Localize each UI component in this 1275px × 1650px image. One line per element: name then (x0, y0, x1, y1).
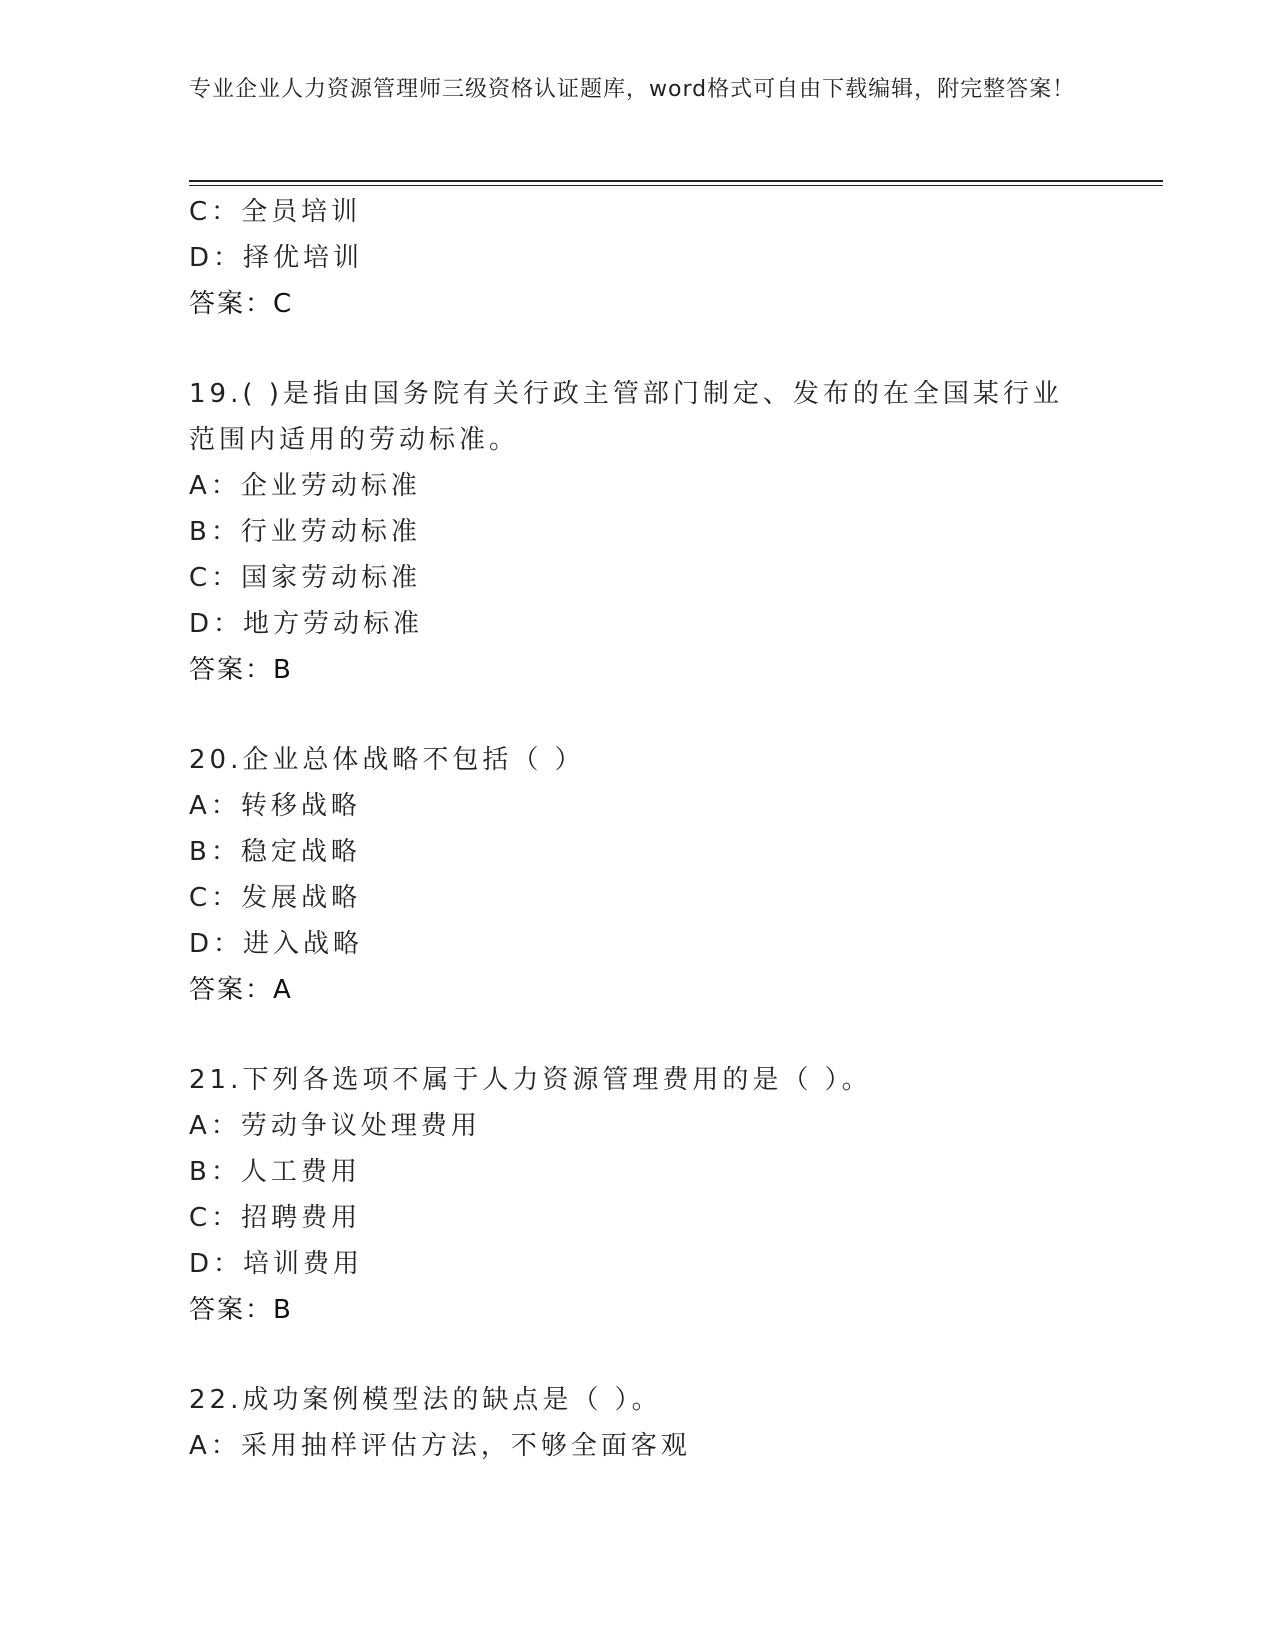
option-letter: D (189, 609, 214, 639)
option-text: 行业劳动标准 (240, 517, 421, 547)
option-text: 稳定战略 (240, 837, 361, 867)
option-letter: A (189, 791, 211, 821)
option-letter: D (189, 1249, 214, 1279)
question-content (189, 189, 1149, 1469)
answer-line: 答案：A (189, 975, 293, 1005)
option-line: D：培训费用 (189, 1249, 364, 1279)
option-text: 转移战略 (240, 791, 361, 821)
option-letter: A (189, 1431, 211, 1461)
option-text: 企业劳动标准 (240, 471, 421, 501)
option-line: C：全员培训 (189, 197, 362, 227)
option-letter: B (189, 1157, 211, 1187)
option-text: 采用抽样评估方法，不够全面客观 (240, 1431, 691, 1461)
option-letter: C (189, 1203, 212, 1233)
option-text: 劳动争议处理费用 (240, 1111, 481, 1141)
option-letter: D (189, 929, 214, 959)
option-line: D：地方劳动标准 (189, 609, 424, 639)
option-line: A：采用抽样评估方法，不够全面客观 (189, 1431, 691, 1461)
option-text: 地方劳动标准 (243, 609, 424, 639)
option-text: 国家劳动标准 (241, 563, 422, 593)
question-text: 21.下列各选项不属于人力资源管理费用的是（ ）。 (189, 1065, 872, 1095)
answer-line: 答案：B (189, 1295, 293, 1325)
option-line: C：发展战略 (189, 883, 362, 913)
option-letter: C (189, 197, 212, 227)
option-text: 发展战略 (241, 883, 362, 913)
option-letter: C (189, 883, 212, 913)
option-text: 招聘费用 (241, 1203, 362, 1233)
option-line: B：稳定战略 (189, 837, 361, 867)
option-line: A：企业劳动标准 (189, 471, 421, 501)
option-letter: B (189, 517, 211, 547)
option-letter: B (189, 837, 211, 867)
question-text: 22.成功案例模型法的缺点是（ ）。 (189, 1385, 662, 1415)
question-text: 19.( )是指由国务院有关行政主管部门制定、发布的在全国某行业 (189, 379, 1063, 409)
option-text: 择优培训 (243, 243, 364, 273)
option-line: B：行业劳动标准 (189, 517, 421, 547)
option-line: D：进入战略 (189, 929, 364, 959)
option-line: A：转移战略 (189, 791, 361, 821)
question-text: 范围内适用的劳动标准。 (189, 425, 520, 455)
option-text: 进入战略 (243, 929, 364, 959)
option-text: 全员培训 (241, 197, 362, 227)
question-text: 20.企业总体战略不包括（ ） (189, 745, 585, 775)
option-letter: C (189, 563, 212, 593)
option-letter: A (189, 1111, 211, 1141)
option-text: 培训费用 (243, 1249, 364, 1279)
option-line: B：人工费用 (189, 1157, 361, 1187)
option-line: D：择优培训 (189, 243, 364, 273)
option-text: 人工费用 (240, 1157, 361, 1187)
page-header (189, 74, 1089, 105)
header-divider (189, 180, 1163, 186)
spacer (189, 1333, 1149, 1377)
spacer (189, 693, 1149, 737)
spacer (189, 327, 1149, 371)
spacer (189, 1013, 1149, 1057)
option-letter: D (189, 243, 214, 273)
option-line: C：国家劳动标准 (189, 563, 422, 593)
option-line: C：招聘费用 (189, 1203, 362, 1233)
header-text: 专业企业人力资源管理师三级资格认证题库，word格式可自由下载编辑，附完整答案！ (189, 77, 1076, 102)
answer-line: 答案：C (189, 289, 294, 319)
option-letter: A (189, 471, 211, 501)
answer-line: 答案：B (189, 655, 293, 685)
option-line: A：劳动争议处理费用 (189, 1111, 481, 1141)
